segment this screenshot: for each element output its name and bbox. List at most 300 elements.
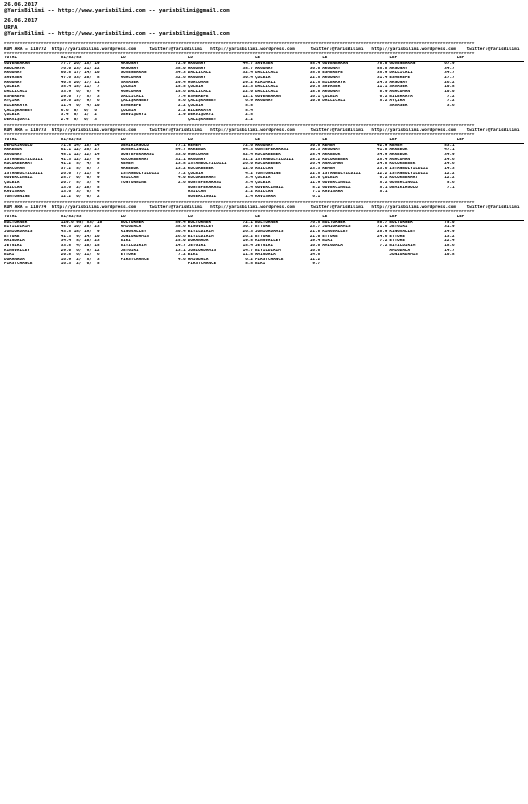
table-cell: DALLICALI xyxy=(254,85,279,90)
table-cell: 29.0 7/ 5/ 3 xyxy=(60,94,100,99)
table-cell: 21.0 xyxy=(309,234,321,239)
table-cell: ÇOLBIA xyxy=(187,85,204,90)
table-cell: 24.8 xyxy=(377,162,388,167)
table-cell: GONTEPEKARASI xyxy=(254,148,289,153)
table-cell: ESMEREFE xyxy=(4,94,25,99)
table-cell: KINGVALLEY xyxy=(120,229,147,234)
table-cell: GUVERCINGIZ xyxy=(120,148,149,153)
table-cell xyxy=(170,118,188,123)
table-cell: 7.4 xyxy=(177,94,186,99)
table-cell: ISTANBULYILDIZI xyxy=(389,166,429,171)
table-cell: ÇOLBIA xyxy=(322,176,338,181)
table-cell: 24.3 xyxy=(377,80,388,85)
table-cell xyxy=(389,195,438,200)
table-cell: REMEM xyxy=(120,162,134,167)
table-cell: 15.5 xyxy=(175,85,186,90)
table-cell xyxy=(322,195,371,200)
table-cell: DALLICALI xyxy=(187,90,212,94)
table-cell: ETTORE xyxy=(322,234,338,239)
table-cell: BIYILDIRIM xyxy=(4,225,30,230)
table-cell: 2.6 xyxy=(177,180,186,185)
separator-line: ################################################################################################################################################################################## xyxy=(4,133,475,138)
table-cell: 77.7 26/ 15/ 19 xyxy=(60,61,100,67)
table-cell: GUVENBAKAN xyxy=(4,61,30,67)
table-cell: 15.6 xyxy=(175,90,186,94)
column-header: LE xyxy=(322,56,371,61)
table-cell: AKKEBUK xyxy=(389,152,408,157)
column-header: LE xyxy=(322,215,371,220)
table-cell: 23.6 xyxy=(377,166,388,171)
table-cell: 5.5 xyxy=(245,262,253,267)
table-cell: 4.2 xyxy=(245,171,253,176)
table-cell: SAVASER xyxy=(120,80,139,85)
table-cell: AGACUMAN xyxy=(120,90,142,94)
column-header: LEF xyxy=(457,56,506,61)
table-cell: 25.7 0/ 0/ 9 xyxy=(60,176,100,181)
table-cell: AKGUNAY xyxy=(187,76,206,81)
table-cell: JUNIORDAMIS xyxy=(322,225,351,230)
table-cell: ISTANBULYILDIZI xyxy=(389,171,429,176)
table-cell: GONTEPEKARASI xyxy=(120,152,155,157)
table-cell: 33.0 xyxy=(175,152,186,157)
table-cell: KINGVALLEY xyxy=(4,248,30,253)
table-cell: 16.9 2/ 5/ 3 xyxy=(60,257,100,262)
table-cell: ASILCAN xyxy=(254,166,274,171)
table-cell: JUNIORDAMIS xyxy=(254,229,284,234)
table-cell: AGACUMAN xyxy=(187,152,209,157)
table-cell: AKGUNAY xyxy=(322,90,341,94)
table-cell: 12.2 xyxy=(444,171,455,176)
column-header: TOTAL xyxy=(4,215,61,220)
table-cell: 6.2 xyxy=(245,257,253,262)
table-cell: ASILCAN xyxy=(254,190,274,195)
table-cell: 29.0 6/ 9/ 12 xyxy=(60,248,100,253)
table-cell: 7.1 xyxy=(312,190,321,195)
table-cell: 76.5 xyxy=(309,220,321,225)
table-cell: 2.2 xyxy=(245,117,253,122)
table-cell: 8.9 xyxy=(379,90,388,94)
table-cell: ÇOLBIA xyxy=(4,113,20,118)
table-cell: JETGIRI xyxy=(4,243,23,248)
table-cell: DALLICALI xyxy=(254,90,279,94)
table-cell: REMEM xyxy=(322,143,336,148)
table-cell: 25.4 xyxy=(377,157,388,162)
table-cell: AKGUNAY xyxy=(254,143,274,148)
table-cell: 2.2 xyxy=(177,108,186,113)
table-cell: 7.2 xyxy=(446,94,455,99)
table-cell: BILERKAYA xyxy=(389,94,413,99)
table-cell: 34.7 xyxy=(444,66,455,71)
table-cell: BOLTURNER xyxy=(187,220,212,225)
table-cell: 34.9 xyxy=(444,152,455,157)
table-cell: 10.8 xyxy=(444,85,455,90)
table-cell: 28.4 xyxy=(309,152,321,157)
table-row xyxy=(4,118,524,123)
table-cell: 76.0 23/ 21/ 22 xyxy=(60,66,100,71)
race-block xyxy=(4,201,524,268)
table-cell: GUVENBAKAN xyxy=(254,94,281,99)
table-cell: TONTONNINE xyxy=(4,194,30,199)
table-cell: SAVASER xyxy=(322,85,341,90)
race-table xyxy=(4,138,524,200)
column-header: LD xyxy=(121,56,170,61)
table-cell: 10.0 xyxy=(444,90,455,94)
table-cell: 54.3 xyxy=(242,148,253,153)
table-cell: 14.7 xyxy=(444,248,455,253)
table-cell: ÇOLBIA xyxy=(187,171,204,176)
table-cell: 7.1 xyxy=(446,185,455,190)
table-cell: DEMIKIRGULU xyxy=(120,143,149,148)
table-cell: AGACUMAN xyxy=(120,76,142,81)
table-cell: 6.2 xyxy=(379,94,388,99)
table-cell xyxy=(389,118,438,123)
table-cell: 38.7 xyxy=(242,66,253,71)
table-cell: 7.2 xyxy=(177,171,186,176)
table-cell: BIYILDIRIM xyxy=(187,234,214,239)
table-cell: AGACUMAN xyxy=(187,80,209,85)
table-row xyxy=(4,195,524,200)
table-cell: 16.6 xyxy=(309,248,321,253)
table-cell: REMEM xyxy=(322,166,336,171)
table-cell: BIYILDIRIM xyxy=(254,248,281,253)
table-cell: 36.6 xyxy=(309,66,321,71)
table-cell: 34.4 8/ 10/ 23 xyxy=(60,239,100,244)
table-cell: 20.8 6/ 11/ 6 xyxy=(60,253,100,258)
table-cell xyxy=(506,262,524,267)
table-cell: AGACUMAN xyxy=(389,157,411,162)
table-cell xyxy=(506,118,524,123)
race-header: KUM ARA = 110773 http://yarisbilimi.wordpress.com twitter:@YarisBilimi http://yarisbilimi.wordpress.com twitter:@YarisBilimi http://yarisbilimi.wordpress.com twitter:@YarisBilimi xyxy=(4,128,520,134)
table-cell: ESMEREFE xyxy=(322,71,343,76)
table-cell: 27.7 xyxy=(444,76,455,81)
table-cell: 31.2 xyxy=(242,157,253,162)
column-header: LEF xyxy=(389,215,438,220)
table-cell: KAVISARA xyxy=(4,190,25,195)
table-cell xyxy=(457,195,506,200)
table-cell: 6.1 xyxy=(312,194,321,199)
table-cell: SAVASER xyxy=(254,61,274,67)
table-cell: 48.1 12/ 12/ 14 xyxy=(60,152,100,157)
table-cell: 25.0 xyxy=(175,239,186,244)
table-cell: KUCUKBEBEK xyxy=(187,166,214,171)
table-cell: 12.1 xyxy=(242,94,253,99)
table-cell: AKKEBUK xyxy=(120,166,139,171)
table-cell: AKGUNAY xyxy=(120,66,139,71)
table-cell xyxy=(255,118,304,123)
table-cell: SAVASER xyxy=(4,76,23,81)
table-cell xyxy=(506,195,524,200)
table-cell: DALLICALI xyxy=(187,71,212,76)
table-cell: DALLICALI xyxy=(389,71,413,76)
table-cell: 22.3 xyxy=(242,85,253,90)
table-cell: ETTORE xyxy=(254,234,271,239)
table-cell: AKGUNAY xyxy=(254,66,274,71)
table-cell: ASILCAN xyxy=(187,190,206,195)
table-cell: AKGUNAY xyxy=(322,66,341,71)
table-cell: 34.3 xyxy=(175,71,186,76)
table-cell: 11.4 0/ 4/ 10 xyxy=(60,103,100,108)
table-cell: 16.6 xyxy=(309,243,321,248)
table-cell: ÇALIŞKANBEY xyxy=(4,108,33,113)
table-cell: 29.4 xyxy=(175,80,186,85)
table-cell: 3.4 xyxy=(245,180,253,185)
table-cell: AKGUNAY xyxy=(322,76,341,81)
table-cell: ASILCAN xyxy=(4,185,23,190)
table-cell: BOLTURNER xyxy=(254,220,279,225)
column-header: 81/82/83 xyxy=(61,138,116,143)
title-line: @YarisBilimi -- http://www.yarisbilimi.com -- yarisbilimi@gmail.com xyxy=(4,30,230,37)
table-cell: 24.6 xyxy=(444,157,455,162)
table-cell: 31.1 xyxy=(175,157,186,162)
table-cell: 26.4 xyxy=(309,162,321,167)
table-cell: 33.8 4/ 10/ 15 xyxy=(60,243,100,248)
table-cell: 30.4 xyxy=(175,229,186,234)
table-cell: FIRSTCHANCE xyxy=(187,262,217,267)
table-cell xyxy=(439,262,457,267)
column-header: LD xyxy=(121,138,170,143)
table-cell: 76.0 xyxy=(377,61,388,67)
table-cell: 24.6 xyxy=(444,162,455,167)
table-cell: 129.6 95/ 53/ 10 xyxy=(60,220,103,225)
table-cell: ÇOLBIA xyxy=(187,103,204,108)
column-header: LD xyxy=(188,138,237,143)
table-cell: KINGVALLEY xyxy=(187,225,214,230)
column-header: TOTAL xyxy=(4,56,61,61)
table-cell: 22.5 xyxy=(309,76,321,81)
table-cell xyxy=(389,262,438,267)
table-cell: 26.0 xyxy=(242,162,253,167)
table-cell: 10.0 xyxy=(309,99,321,104)
table-cell: KAVISARA xyxy=(254,194,276,199)
separator-line: ################################################################################################################################################################################## xyxy=(4,210,475,215)
table-cell: 22.5 xyxy=(309,171,321,176)
table-cell: 9.7 xyxy=(312,262,321,267)
table-cell: JUNIORDAMIS xyxy=(389,253,418,258)
table-cell: DURANADA xyxy=(187,239,209,244)
table-cell: 5.2 xyxy=(379,180,388,185)
table-cell: 67.9 xyxy=(444,61,455,67)
table-cell: 15.4 xyxy=(242,243,253,248)
table-cell: 1.4 xyxy=(245,194,253,199)
table-cell: AKGUNAY xyxy=(187,61,206,67)
table-cell: JUNIORDAMIS xyxy=(187,248,217,253)
table-cell: 13.8 xyxy=(175,162,186,167)
table-cell: 1.9 xyxy=(177,113,186,118)
column-header: LD xyxy=(188,56,237,61)
table-cell: 19.4 xyxy=(309,239,321,244)
table-cell xyxy=(439,118,457,123)
table-cell: 26.2 xyxy=(242,234,253,239)
table-cell: DERVIŞDAYI xyxy=(4,117,30,122)
table-cell: DURANADA xyxy=(4,257,25,262)
table-cell: 12.2 0/ 0/ 2 xyxy=(60,194,100,199)
table-cell: 12.0 xyxy=(242,166,253,171)
column-header: LE xyxy=(255,138,304,143)
table-cell: 71.8 14/ 18/ 14 xyxy=(60,143,100,148)
column-header: LEF xyxy=(457,215,506,220)
table-cell: 18.6 xyxy=(444,243,455,248)
table-cell: GONTEPEKARASI xyxy=(187,180,222,185)
table-cell: ÇOLBIA xyxy=(4,180,20,185)
table-cell: 26.3 xyxy=(242,229,253,234)
table-cell: KUCUKBERHAT xyxy=(120,157,149,162)
table-cell: ETTORE xyxy=(389,234,405,239)
table-cell: BOLTURNER xyxy=(120,220,144,225)
table-cell: 6.2 xyxy=(379,176,388,181)
table-cell: ÇOLBIA xyxy=(254,76,271,81)
table-cell: BIYILDIRIM xyxy=(120,243,147,248)
table-cell: ISTANBULYILDIZI xyxy=(4,157,43,162)
table-cell: AGACUMAN xyxy=(4,166,25,171)
table-cell: AYÇIRA xyxy=(389,99,405,104)
table-cell: 42.9 xyxy=(377,143,388,148)
table-cell: 35.9 xyxy=(377,71,388,76)
table-cell: AMIGDALA xyxy=(322,243,343,248)
table-cell: ETTORE xyxy=(120,253,137,258)
table-cell: 4.0 xyxy=(177,176,186,181)
table-cell: 21.8 xyxy=(309,229,321,234)
table-cell xyxy=(371,262,389,267)
column-header: LD xyxy=(121,215,170,220)
table-cell: AKKEBUK xyxy=(4,148,23,153)
table-cell: 86.7 xyxy=(377,220,388,225)
table-cell: 55.4 xyxy=(309,61,321,67)
table-cell: BILERKAYA xyxy=(322,80,346,85)
table-cell: 24.6 xyxy=(377,234,388,239)
table-cell: 6.6 0/ 0/ 6 xyxy=(60,108,97,113)
table-cell: 32.6 xyxy=(175,76,186,81)
race-table xyxy=(4,215,524,267)
table-cell: BIYILDIRIM xyxy=(389,243,416,248)
table-cell: 28.2 xyxy=(309,157,321,162)
table-cell: AKGUNAY xyxy=(389,80,408,85)
table-cell: GUVENBAKAN xyxy=(389,61,416,67)
table-cell: ISTANBULYILDIZI xyxy=(322,171,361,176)
separator-line: ################################################################################################################################################################################## xyxy=(4,42,475,47)
table-cell: FIRSTCHANCE xyxy=(4,262,33,267)
table-cell: 47.6 33/ 20/ 8 xyxy=(60,76,100,81)
table-cell xyxy=(170,262,188,267)
table-cell: TONTONNINE xyxy=(254,171,281,176)
table-cell: 5.6 xyxy=(177,99,186,104)
table-cell xyxy=(457,118,506,123)
table-cell: 72.9 xyxy=(175,61,186,67)
table-cell: 61.1 12/ 26/ 27 xyxy=(60,148,100,153)
table-cell: 19.8 xyxy=(242,239,253,244)
table-cell: ÇOLBIA xyxy=(254,176,271,181)
table-cell: KUCUKBEBEK xyxy=(322,157,349,162)
table-cell: BILERKAYA xyxy=(4,103,28,108)
table-cell: 26.6 xyxy=(175,234,186,239)
table-cell: DEMIKIRGULU xyxy=(4,143,33,148)
table-cell: FIRSTCHANCE xyxy=(254,257,284,262)
table-cell: ÇOLBIA xyxy=(322,94,338,99)
table-cell: ASILCAN xyxy=(120,176,139,181)
table-cell: 29.2 xyxy=(242,80,253,85)
table-cell: 12.2 xyxy=(444,176,455,181)
table-cell xyxy=(121,262,170,267)
table-cell: 11.2 xyxy=(309,257,321,262)
table-cell: BIKI xyxy=(322,239,333,244)
table-cell: 34.7 xyxy=(444,71,455,76)
table-cell: AKGUNAY xyxy=(4,80,23,85)
table-cell: 30.7 xyxy=(242,225,253,230)
table-cell: 77.1 xyxy=(175,143,186,148)
table-cell: JETGIRI xyxy=(120,248,139,253)
column-header: LE xyxy=(322,138,371,143)
table-cell: 13.6 2/ 10/ 5 xyxy=(60,185,100,190)
table-cell: KUCUKBEBEK xyxy=(254,152,281,157)
table-cell xyxy=(371,118,389,123)
table-cell: 11.8 xyxy=(242,253,253,258)
table-cell: 38.6 xyxy=(175,225,186,230)
table-cell: AKKEBUK xyxy=(322,152,341,157)
title-line: @YarisBilimi -- http://www.yarisbilimi.com -- yarisbilimi@gmail.com xyxy=(4,8,230,15)
table-cell: GUVENBAKAN xyxy=(322,61,349,67)
table-cell: GUVENBAKAN xyxy=(120,71,147,76)
table-cell: 72.1 xyxy=(242,220,253,225)
table-cell: KUCUKBEBEK xyxy=(389,162,416,167)
table-cell: 18.8 xyxy=(309,90,321,94)
table-cell xyxy=(121,118,170,123)
table-cell: REMEM xyxy=(389,143,403,148)
table-cell: AKGUNAY xyxy=(4,152,23,157)
table-cell: ÇOLBIA xyxy=(120,85,137,90)
table-cell: ÇOLBIA xyxy=(4,85,20,90)
table-cell: 24.9 xyxy=(444,229,455,234)
table-cell: 23.3 xyxy=(309,166,321,171)
table-cell: 2.4 0/ 0/ 3 xyxy=(60,117,97,122)
table-cell: 2.2 xyxy=(245,190,253,195)
table-cell: 7.2 xyxy=(379,239,388,244)
table-cell: AMIGDALA xyxy=(187,257,209,262)
table-cell: ISTANBULYILDIZI xyxy=(4,171,43,176)
table-cell xyxy=(371,195,389,200)
race-block xyxy=(4,42,524,123)
table-cell: 5.8 xyxy=(245,103,253,108)
table-cell: 35.6 xyxy=(309,71,321,76)
table-cell: AKGUNAY xyxy=(254,99,274,104)
column-header: LEF xyxy=(389,56,438,61)
table-cell: 71.6 xyxy=(377,225,388,230)
table-cell: ÇALIŞKANBEY xyxy=(120,99,149,104)
table-cell xyxy=(170,195,188,200)
table-cell: 30.6 xyxy=(309,143,321,148)
table-cell: JUNIORDAMIS xyxy=(120,234,149,239)
table-cell: GUVERCINGIZ xyxy=(187,194,217,199)
table-cell: 22.0 xyxy=(242,90,253,94)
table-cell: ESMEREFE xyxy=(187,94,209,99)
table-cell: AKGUNAY xyxy=(187,66,206,71)
table-cell: KUCUKBERHAT xyxy=(4,162,33,167)
table-cell: GUVERCINGIZ xyxy=(322,185,351,190)
column-header: LEF xyxy=(389,138,438,143)
table-cell xyxy=(439,195,457,200)
table-cell: AKGUNAY xyxy=(389,66,408,71)
table-cell: 8.2 xyxy=(312,185,321,190)
table-cell: 38.0 xyxy=(175,66,186,71)
table-cell: JETGIRI xyxy=(187,243,206,248)
table-cell: 21.5 xyxy=(309,80,321,85)
race-header: KUM ARA = 110774 http://yarisbilimi.wordpress.com twitter:@YarisBilimi http://yarisbilimi.wordpress.com twitter:@YarisBilimi http://yarisbilimi.wordpress.com twitter:@YarisBilimi xyxy=(4,205,520,211)
table-cell: AKGUNAY xyxy=(120,61,139,67)
table-cell: 13.2 xyxy=(175,166,186,171)
table-cell: KINGVALLEY xyxy=(389,229,416,234)
table-cell xyxy=(304,118,322,123)
table-cell: 3.6 xyxy=(446,103,455,108)
table-cell: 10.8 xyxy=(444,253,455,258)
table-cell: KUCUKBERHAT xyxy=(187,176,217,181)
